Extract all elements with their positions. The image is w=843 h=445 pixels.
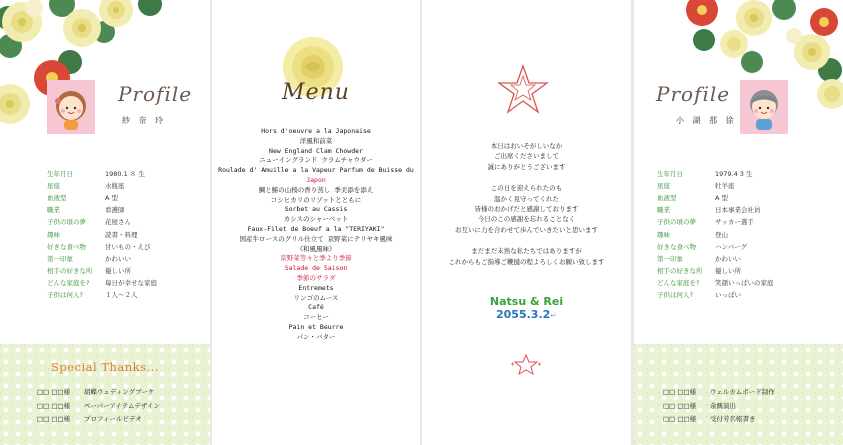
profile-row [47,228,157,240]
profile-key: 好きな食べ物 [47,242,86,251]
profile-value: 笑顔いっぱいの家庭 [715,279,774,288]
profile-row [47,216,157,228]
menu-panel [212,0,420,445]
profile-row [47,167,157,179]
menu-item: 国産牛ロースのグリル仕立て 京野菜にテリヤキ風味 [239,234,393,243]
menu-item: Japon [306,175,326,184]
profile-key: 好きな食べ物 [657,242,696,251]
profile-row [657,204,774,216]
greeting-line: 今日のこの感謝を忘れることなく [477,215,576,224]
profile-value: 水瓶座 [105,181,125,190]
thanks-name: □□ □□様 [663,401,697,410]
profile-key: 趣味 [657,230,670,239]
greeting-line: ご出席くださいまして [494,152,559,161]
groom-avatar [740,80,788,134]
couple-names: Natsu & Rei [489,295,564,308]
profile-panel-right [634,0,843,445]
menu-item: 季節のサラダ [296,273,336,282]
profile-value: サッカー選手 [715,218,754,227]
profile-key: 子供は何人? [47,291,83,300]
profile-row [657,191,774,203]
greeting-line: これからもご指導ご鞭撻の程よろしくお願い致します [448,257,605,266]
bride-profile-table [47,167,157,301]
thanks-item [37,414,160,428]
thanks-name: □□ □□様 [37,415,71,423]
star-ornament-icon [495,64,551,116]
menu-item: 洋風和前菜 [299,136,333,145]
profile-value: 1979.4 3 生 [715,169,753,178]
thanks-item [663,414,775,428]
profile-row [47,265,157,277]
couple-signature [422,295,631,321]
thanks-item [37,401,160,415]
thanks-role: ウェルカムボード制作 [710,388,775,396]
profile-key: 血液型 [47,193,67,202]
profile-key: 生年月日 [47,169,73,178]
profile-key: 趣味 [47,230,60,239]
profile-key: どんな家庭を? [657,279,700,288]
groom-name: 小 湖 那 徐 [676,116,737,125]
profile-row [657,228,774,240]
profile-value: 牡羊座 [715,181,735,190]
profile-key: 血液型 [657,193,677,202]
profile-row [47,240,157,252]
greeting-line: 温かく見守ってくれた [494,194,559,203]
profile-value: １人～２人 [105,291,138,300]
small-star-icon [509,353,543,375]
profile-value: かわいい [715,254,741,263]
greeting-line: まだまだ未熟な私たちではありますが [471,247,582,256]
profile-key: 相手の好きな所 [657,267,703,276]
profile-key: 星座 [657,181,670,190]
profile-key: 子供は何人? [657,291,693,300]
profile-key: 子供の頃の夢 [657,218,696,227]
thanks-role: 余興演出 [710,401,736,410]
menu-item: Entremets [298,283,334,292]
profile-row [657,216,774,228]
greeting-line: 皆様のおかげだと感謝しております [474,204,579,213]
profile-row [47,289,157,301]
profile-row [657,265,774,277]
profile-key: 第一印象 [47,254,73,263]
profile-value: いっぱい [715,291,741,300]
profile-key: 職業 [47,206,60,215]
profile-row [657,240,774,252]
thanks-name: □□ □□様 [37,388,71,396]
profile-row [657,167,774,179]
greeting-line: この日を迎えられたのも [490,184,563,193]
greeting-gap [422,235,631,246]
profile-key: 子供の頃の夢 [47,218,86,227]
profile-key: 生年月日 [657,169,683,178]
greeting-gap [422,172,631,183]
menu-item: ニューイングランド クラムチャウダー [259,156,373,165]
menu-item: New England Clam Chowder [269,146,363,155]
profile-value: 優しい所 [715,267,741,276]
wedding-date: 2055.3.2 [496,308,551,321]
menu-item: Sorbet au Cassis [284,205,348,214]
greeting-panel [422,0,631,445]
profile-value: A 型 [715,193,729,202]
greeting-line: 誠にありがとうございます [487,162,566,171]
bride-avatar [47,80,95,134]
menu-item: Pain et Beurre [288,322,344,331]
menu-item: 鯛と鰆の山桜の香り蒸し 季美添を添え [258,185,374,194]
profile-row [657,289,774,301]
profile-value: かわいい [105,254,131,263]
profile-value: 看護師 [105,206,125,215]
thanks-item [37,387,160,401]
menu-item: Roulade d' Amuille a la Vapeur Parfum de Buisse du [218,166,414,175]
thanks-role: ペーパーアイテムデザイン [84,401,160,410]
thanks-item [663,401,775,415]
greeting-message [422,141,631,267]
thanks-role: 胡蝶ウェディングブーケ [84,388,155,396]
menu-item: 京野菜等々と季より季節 [280,254,352,263]
menu-item: コーヒー [303,313,329,322]
profile-row [47,277,157,289]
flower-bouquet-icon [0,0,210,130]
profile-value: A 型 [105,193,119,202]
profile-value: 花屋さん [105,218,131,227]
thanks-name: □□ □□様 [37,401,71,410]
profile-value: 甘いもの・えび [105,242,151,251]
greeting-line: 本日はおいそがしいなか [490,142,563,150]
menu-item: Salade de Saison [284,264,348,273]
profile-row [47,191,157,203]
boy-avatar-icon [740,80,788,134]
bride-name: 紗 奈 玲 [122,116,167,125]
profile-title: Profile [118,82,193,106]
menu-title: Menu [282,80,350,105]
profile-row [657,277,774,289]
thanks-list [663,387,775,428]
special-thanks-list [37,387,160,428]
menu-list [212,127,420,343]
profile-key: 星座 [47,181,60,190]
menu-item: リンゴのムース [293,293,339,302]
menu-item: 《和風風味》 [296,244,336,253]
profile-value: 優しい所 [105,267,131,276]
profile-key: 相手の好きな所 [47,267,93,276]
girl-avatar-icon [47,80,95,134]
menu-item: パン・バター [296,332,336,341]
profile-value: 登山 [715,230,728,239]
menu-item: カシスのシャーベット [283,215,349,224]
thanks-item [663,387,775,401]
profile-row [47,252,157,264]
profile-value: ハンバーグ [715,242,748,251]
menu-item: コシヒカリのリゾットとともに [270,195,362,204]
thanks-name: □□ □□様 [663,415,697,423]
profile-value: 読書・料理 [105,230,138,239]
return-mark: ↵ [550,311,557,320]
menu-item: Café [308,303,324,312]
profile-row [47,179,157,191]
menu-item: Hors d'oeuvre a la Japonaise [261,127,371,135]
thanks-name: □□ □□様 [663,388,697,396]
menu-item: Faux-Filet de Boeuf a la "TERIYAKI" [247,224,385,233]
profile-key: 職業 [657,206,670,215]
profile-key: どんな家庭を? [47,279,90,288]
thanks-role: プロフィールビデオ [84,415,142,423]
profile-panel-left [0,0,210,445]
profile-key: 第一印象 [657,254,683,263]
thanks-role: 受付芳名帳書き [710,415,756,423]
profile-value: 毎日が幸せな家庭 [105,279,157,288]
profile-row [657,179,774,191]
special-thanks-title: Special Thanks... [50,360,160,374]
groom-profile-table [657,167,774,301]
profile-row [47,204,157,216]
greeting-line: お互いに力を合わせて歩んでいきたいと思います [455,225,598,234]
profile-title: Profile [656,82,731,106]
profile-row [657,252,774,264]
profile-value: 日本事業会社員 [715,206,761,215]
profile-value: 1980.1 ８ 生 [105,169,145,178]
